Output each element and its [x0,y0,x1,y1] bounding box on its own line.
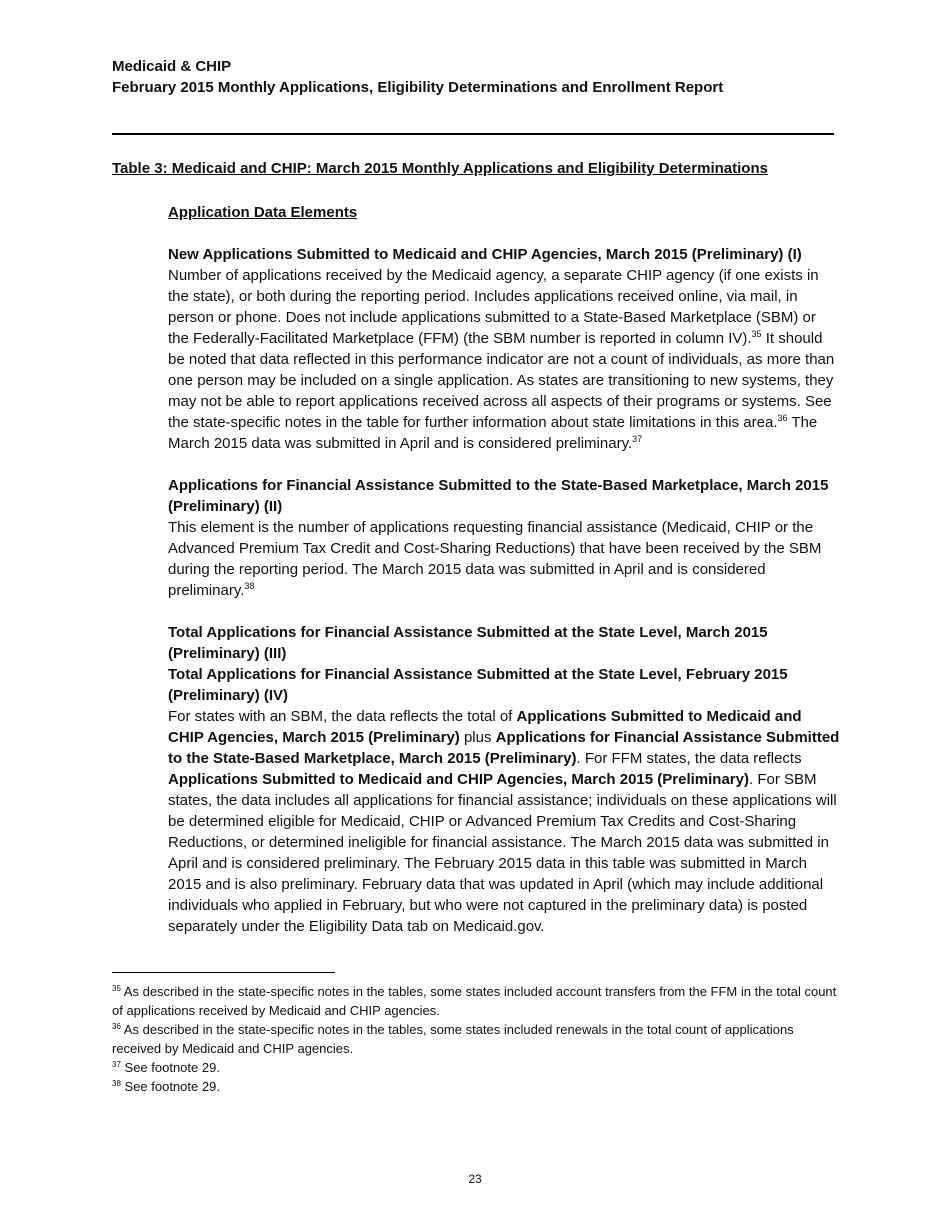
header-report-title: February 2015 Monthly Applications, Eligibility Determinations and Enrollment Report [112,79,724,96]
section-heading: Application Data Elements [168,204,358,221]
element-1 [168,244,840,454]
element-4-title: Total Applications for Financial Assistance Submitted at the State Level, February 2015 (Preliminary) (IV) [168,666,788,704]
element-3-description: For states with an SBM, the data reflects the total of Applications Submitted to Medicaid and CHIP Agencies, March 2015 (Preliminary) plus Applications for Financial Assistance Submitted to the State-Based Marketplace, March 2015 (Preliminary). For FFM states, the data reflects Applications Submitted to Medicaid and CHIP Agencies, March 2015 (Preliminary). For SBM states, the data includes all applications for financial assistance; individuals on these applications will be determined eligible for Medicaid, CHIP or Advanced Premium Tax Credits and Cost-Sharing Reductions, or determined ineligible for financial assistance. The March 2015 data was submitted in April and is considered preliminary. The February 2015 data in this table was submitted in March 2015 and is also preliminary. February data that was updated in April (which may include additional individuals who applied in February, but who were not captured in the preliminary data) is posted separately under the Eligibility Data tab on Medicaid.gov. [168,708,840,935]
footnote-ref: 35 [751,329,762,339]
footnote-ref: 37 [632,434,643,444]
footnote-ref: 38 [244,581,255,591]
element-2 [168,475,840,601]
footnote: $^{35}$ As described in the state-specific notes in the tables, some states included account transfers from the FFM in the total count of applications received by Medicaid and CHIP agencies. [112,984,837,1018]
element-2-title: Applications for Financial Assistance Submitted to the State-Based Marketplace, March 2015 (Preliminary) (II) [168,477,829,515]
header-program: Medicaid & CHIP [112,58,232,75]
footnote: $^{37}$ See footnote 29. [112,1060,220,1075]
footnotes [112,982,840,1096]
element-3-title: Total Applications for Financial Assistance Submitted at the State Level, March 2015 (Preliminary) (III) [168,624,768,662]
page-number: 23 [468,1172,482,1186]
element-2-description: This element is the number of applications requesting financial assistance (Medicaid, CHIP or the Advanced Premium Tax Credit and Cost-Sharing Reductions) that have been received by the SBM during the reporting period. The March 2015 data was submitted in April and is considered preliminary.$^{38}$ [168,519,822,599]
footnote: $^{36}$ As described in the state-specific notes in the tables, some states included renewals in the total count of applications received by Medicaid and CHIP agencies. [112,1022,794,1056]
header-divider [112,133,834,135]
table-title: Table 3: Medicaid and CHIP: March 2015 Monthly Applications and Eligibility Determinations [112,160,768,177]
footnote-divider [112,972,335,973]
footnote: $^{38}$ See footnote 29. [112,1079,220,1094]
footnote-ref: 36 [777,413,788,423]
element-1-title: New Applications Submitted to Medicaid and CHIP Agencies, March 2015 (Preliminary) (I) [168,246,802,263]
document-body [168,202,840,937]
element-3 [168,622,840,937]
element-1-description: Number of applications received by the Medicaid agency, a separate CHIP agency (if one exists in the state), or both during the reporting period. Includes applications received online, via mail, in person or phone. Does not include applications submitted to a State-Based Marketplace (SBM) or the Federally-Facilitated Marketplace (FFM) (the SBM number is reported in column IV).$^{35}$ It should be noted that data reflected in this performance indicator are not a count of individuals, as more than one person may be included on a single application. As states are transitioning to new systems, they may not be able to report applications received across all aspects of their programs or systems. See the state-specific notes in the table for further information about state limitations in this area.$^{36}$ The March 2015 data was submitted in April and is considered preliminary.$^{37}$ [168,267,835,452]
report-header [112,56,723,98]
